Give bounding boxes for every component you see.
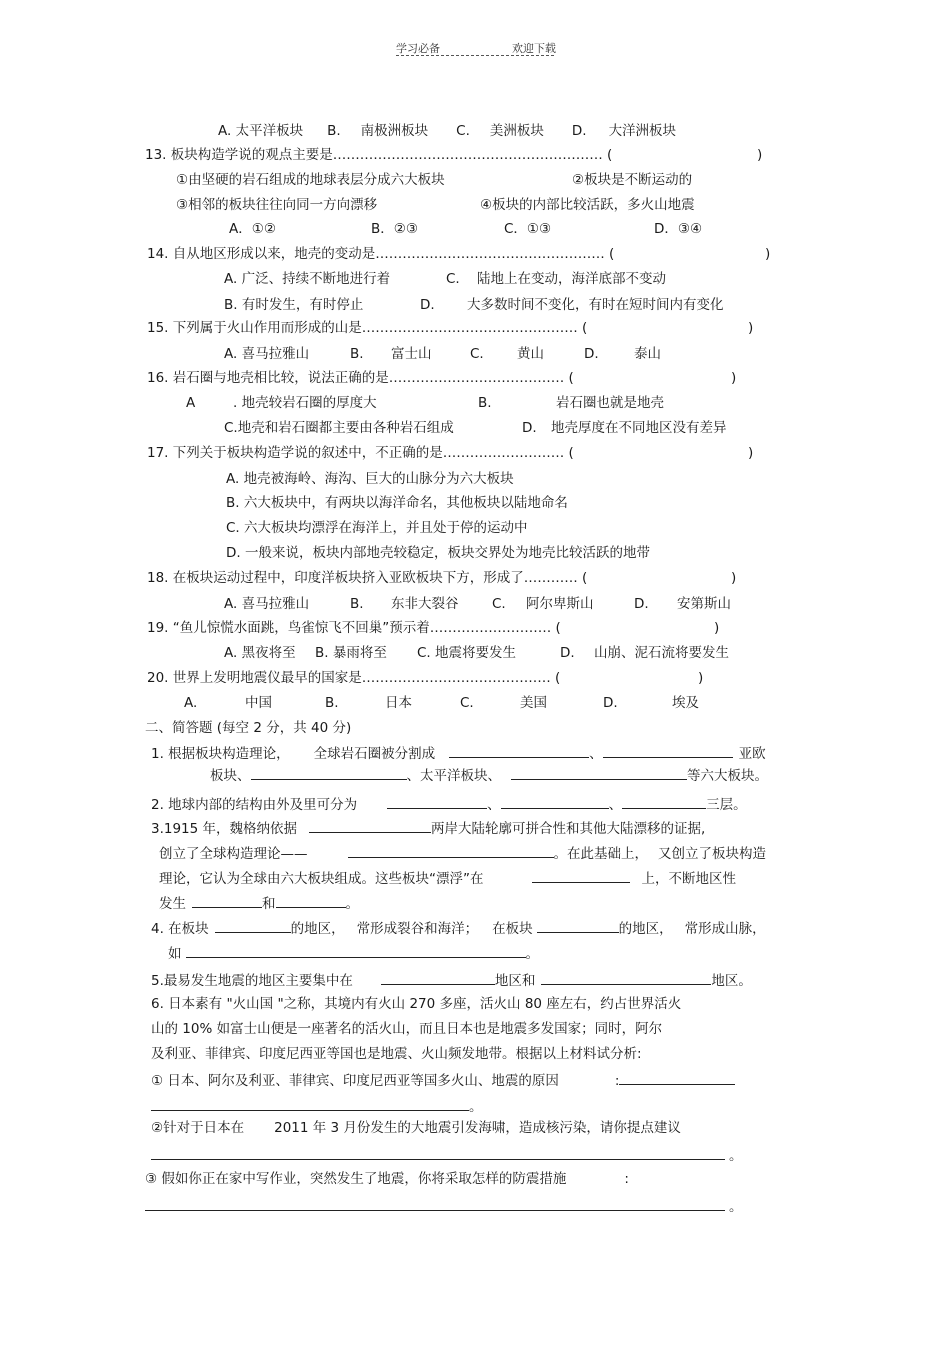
p3-text-a: 3.1915 年，魏格纳依据	[151, 821, 298, 837]
p6-q3-blank[interactable]	[145, 1196, 725, 1211]
p6-q2-blank[interactable]	[151, 1145, 725, 1160]
p3-text-j: 。	[345, 896, 359, 912]
q20-option-c-label: C.	[460, 695, 474, 711]
p3-text-g: 上，不断地区性	[641, 871, 736, 887]
q18-option-a: A. 喜马拉雅山	[224, 596, 310, 612]
q20-option-a: 中国	[245, 695, 272, 711]
p1-text-a: 1. 根据板块构造理论，	[151, 746, 290, 762]
p2-line	[151, 794, 747, 814]
p4-text-b: 的地区，	[290, 921, 345, 937]
p1-line-2	[210, 765, 768, 785]
p3-line-2	[159, 843, 766, 863]
q19-option-a: A. 黑夜将至	[224, 645, 296, 661]
q17-option-b: B. 六大板块中，有两块以海洋命名，其他板块以陆地命名	[226, 495, 568, 511]
q15-option-b: 富士山	[391, 346, 432, 362]
q18-option-d-label: D.	[634, 596, 649, 612]
p3-line-3	[159, 868, 736, 888]
q18-option-b-label: B.	[350, 596, 364, 612]
q19-option-b: B. 暴雨将至	[315, 645, 387, 661]
p4-text-d: 在板块	[492, 921, 533, 937]
q18-option-c: 阿尔卑斯山	[526, 596, 594, 612]
q16-close: )	[731, 370, 737, 386]
header-right: 欢迎下载	[512, 42, 556, 55]
p5-text-c: 地区。	[711, 973, 752, 989]
p3-line-4	[159, 893, 359, 913]
p6-q2-text-b: 2011 年 3 月份发生的大地震引发海啸，造成核污染，请你提点建议	[274, 1120, 681, 1136]
p1-blank-2[interactable]	[603, 743, 733, 758]
p3-line-1	[151, 818, 705, 838]
p4-line-2	[168, 943, 539, 963]
q13-statement-4: ④板块的内部比较活跃，多火山地震	[480, 197, 695, 213]
p3-text-f: 理论，它认为全球由六大板块组成。这些板块“漂浮”在	[159, 871, 484, 887]
q18-stem: 18. 在板块运动过程中，印度洋板块挤入亚欧板块下方，形成了………… (	[147, 570, 588, 586]
p4-blank-3[interactable]	[186, 943, 526, 958]
q19-close: )	[714, 620, 720, 636]
p5-line	[151, 970, 752, 990]
p2-blank-3[interactable]	[622, 794, 706, 809]
p6-q2-text-a: ②针对于日本在	[151, 1120, 245, 1136]
p3-blank-2[interactable]	[348, 843, 554, 858]
q13-statement-2: ②板块是不断运动的	[572, 172, 693, 188]
p2-text-b: 、	[487, 797, 501, 813]
q20-option-c: 美国	[520, 695, 547, 711]
q13-option-c: C．①③	[504, 221, 552, 237]
q14-option-c: 陆地上在变动，海洋底部不变动	[477, 271, 666, 287]
p6-question-2	[151, 1119, 681, 1137]
header-divider	[396, 55, 554, 56]
p3-text-d: 。在此基础上，	[553, 846, 648, 862]
p6-q1-text: ① 日本、阿尔及利亚、菲律宾、印度尼西亚等国多火山、地震的原因	[151, 1073, 559, 1089]
p6-line-1: 6. 日本素有 "火山国 "之称，其境内有火山 270 多座，活火山 80 座左右，约占世界活火	[151, 996, 682, 1012]
p3-blank-3[interactable]	[532, 868, 630, 883]
q16-stem: 16. 岩石圈与地壳相比较，说法正确的是………………………………… (	[147, 370, 574, 386]
p1-text-g: 等六大板块。	[687, 768, 768, 784]
p6-question-1-line-2	[151, 1096, 483, 1116]
q16-option-d-label: D.	[522, 420, 537, 436]
q16-option-c: C.地壳和岩石圈都主要由各种岩石组成	[224, 420, 454, 436]
q13-statement-1: ①由坚硬的岩石组成的地球表层分成六大板块	[176, 172, 445, 188]
p1-text-f: 、太平洋板块、	[406, 768, 501, 784]
p6-q1-blank-1[interactable]	[619, 1070, 735, 1085]
p6-question-3-line-2	[145, 1196, 743, 1216]
p1-text-d: 亚欧	[738, 746, 766, 762]
p4-text-h: 。	[525, 946, 539, 962]
p4-text-a: 4. 在板块	[151, 921, 209, 937]
p6-question-1	[151, 1070, 735, 1090]
q18-option-c-label: C.	[492, 596, 506, 612]
q20-option-b: 日本	[385, 695, 412, 711]
p3-text-i: 和	[262, 896, 276, 912]
q20-option-d-label: D.	[603, 695, 618, 711]
q19-option-d: 山崩、泥石流将要发生	[594, 645, 729, 661]
q13-option-b: B．②③	[371, 221, 418, 237]
q12-option-c: 美洲板块	[489, 123, 544, 139]
q18-option-b: 东非大裂谷	[391, 596, 459, 612]
p1-text-c: 、	[589, 746, 603, 762]
q14-close: )	[765, 246, 771, 262]
q20-option-d: 埃及	[672, 695, 699, 711]
p1-line-1	[151, 743, 766, 763]
q20-stem: 20. 世界上发明地震仪最早的国家是…………………………………… (	[147, 670, 561, 686]
q14-option-a: A. 广泛、持续不断地进行着	[224, 271, 391, 287]
p4-text-c: 常形成裂谷和海洋；	[356, 921, 479, 937]
q12-options	[218, 122, 676, 140]
q13-option-a: A．①②	[229, 221, 276, 237]
p5-text-b: 地区和	[494, 973, 536, 989]
p3-text-c: 创立了全球构造理论——	[159, 846, 308, 862]
p1-text-b: 全球岩石圈被分割成	[313, 746, 436, 762]
q13-option-d: D．③④	[654, 221, 703, 237]
p4-text-e: 的地区，	[618, 921, 673, 937]
p3-blank-1[interactable]	[309, 818, 431, 833]
p1-text-e: 板块、	[210, 768, 251, 784]
q15-option-c: 黄山	[517, 346, 544, 362]
p5-text-a: 5.最易发生地震的地区主要集中在	[151, 973, 353, 989]
q17-option-a: A. 地壳被海岭、海沟、巨大的山脉分为六大板块	[226, 471, 514, 487]
q15-stem: 15. 下列属于火山作用而形成的山是………………………………………… (	[147, 320, 588, 336]
q17-option-d: D. 一般来说，板块内部地壳较稳定，板块交界处为地壳比较活跃的地带	[226, 545, 650, 561]
p3-text-h: 发生	[159, 896, 186, 912]
q12-option-d-label: D.	[571, 123, 587, 139]
q14-option-d-label: D.	[420, 297, 435, 313]
q14-option-b: B. 有时发生，有时停止	[224, 297, 364, 313]
q20-close: )	[698, 670, 704, 686]
q15-option-c-label: C.	[470, 346, 484, 362]
p6-q3-text: ③ 假如你正在家中写作业，突然发生了地震，你将采取怎样的防震措施	[145, 1171, 567, 1187]
q19-stem: 19. “鱼儿惊慌水面跳，鸟雀惊飞不回巢”预示着……………………… (	[147, 620, 561, 636]
q17-close: )	[748, 445, 754, 461]
p1-blank-3[interactable]	[251, 765, 407, 780]
p4-text-g: 如	[168, 946, 182, 962]
p3-blank-5[interactable]	[276, 893, 346, 908]
q15-close: )	[748, 320, 754, 336]
p6-question-2-line-2	[151, 1145, 743, 1165]
q20-option-b-label: B.	[325, 695, 339, 711]
q16-option-a: . 地壳较岩石圈的厚度大	[233, 395, 377, 411]
q12-option-b-label: B.	[327, 123, 341, 139]
q14-option-c-label: C.	[446, 271, 460, 287]
q18-close: )	[731, 570, 737, 586]
p4-text-f: 常形成山脉，	[684, 921, 766, 937]
p1-blank-1[interactable]	[449, 743, 589, 758]
q13-stem: 13. 板块构造学说的观点主要是…………………………………………………… (	[145, 147, 613, 163]
q15-option-d: 泰山	[634, 346, 661, 362]
q15-option-a: A. 喜马拉雅山	[224, 346, 310, 362]
p2-text-a: 2. 地球内部的结构由外及里可分为	[151, 797, 358, 813]
p6-q1-blank-2[interactable]	[151, 1096, 469, 1111]
p1-blank-4[interactable]	[511, 765, 687, 780]
q12-option-d: 大洋洲板块	[608, 123, 677, 139]
p2-blank-2[interactable]	[501, 794, 609, 809]
p6-q3-period: 。	[729, 1199, 743, 1215]
q16-option-d: 地壳厚度在不同地区没有差异	[551, 420, 727, 436]
q15-option-d-label: D.	[584, 346, 599, 362]
p6-q1-period: 。	[469, 1099, 483, 1115]
page-header	[396, 40, 556, 56]
q16-option-a-label: A	[186, 395, 196, 411]
q17-option-c: C. 六大板块均漂浮在海洋上，并且处于停的运动中	[226, 520, 528, 536]
p3-text-b: 两岸大陆轮廓可拼合性和其他大陆漂移的证据,	[431, 821, 706, 837]
q12-option-b: 南极洲板块	[360, 123, 429, 139]
q17-stem: 17. 下列关于板块构造学说的叙述中，不正确的是……………………… (	[147, 445, 574, 461]
p6-q3-colon: :	[624, 1171, 629, 1187]
q14-stem: 14. 自从地区形成以来，地壳的变动是…………………………………………… (	[147, 246, 615, 262]
q15-option-b-label: B.	[350, 346, 364, 362]
p4-blank-1[interactable]	[215, 918, 291, 933]
q12-option-c-label: C.	[456, 123, 470, 139]
p2-text-c: 、	[608, 797, 623, 813]
q20-option-a-label: A.	[184, 695, 198, 711]
p3-blank-4[interactable]	[192, 893, 262, 908]
q19-option-c: C. 地震将要发生	[417, 645, 517, 661]
p6-line-2: 山的 10% 如富士山便是一座著名的活火山，而且日本也是地震多发国家；同时，阿尔	[151, 1021, 663, 1037]
q19-option-d-label: D.	[560, 645, 575, 661]
q12-option-a: A. 太平洋板块	[218, 123, 304, 139]
q18-option-d: 安第斯山	[677, 596, 731, 612]
q16-option-b-label: B.	[478, 395, 492, 411]
p2-text-d: 三层。	[706, 797, 747, 813]
q13-close: )	[757, 147, 763, 163]
section-2-title: 二、简答题 (每空 2 分，共 40 分)	[145, 720, 352, 736]
q16-option-b: 岩石圈也就是地壳	[556, 395, 664, 411]
p4-line-1	[151, 918, 766, 938]
p6-line-3: 及利亚、菲律宾、印度尼西亚等国也是地震、火山频发地带。根据以上材料试分析:	[151, 1046, 642, 1062]
p4-blank-2[interactable]	[537, 918, 619, 933]
p6-question-3	[145, 1170, 629, 1188]
p5-blank-2[interactable]	[541, 970, 711, 985]
q14-option-d: 大多数时间不变化，有时在短时间内有变化	[467, 297, 724, 313]
q13-statement-3: ③相邻的板块往往向同一方向漂移	[176, 197, 378, 213]
p3-text-e: 又创立了板块构造	[658, 846, 766, 862]
header-left: 学习必备	[396, 42, 440, 55]
p5-blank-1[interactable]	[381, 970, 495, 985]
p6-q2-period: 。	[729, 1148, 743, 1164]
p2-blank-1[interactable]	[387, 794, 487, 809]
p6-q1-colon: :	[614, 1073, 620, 1089]
